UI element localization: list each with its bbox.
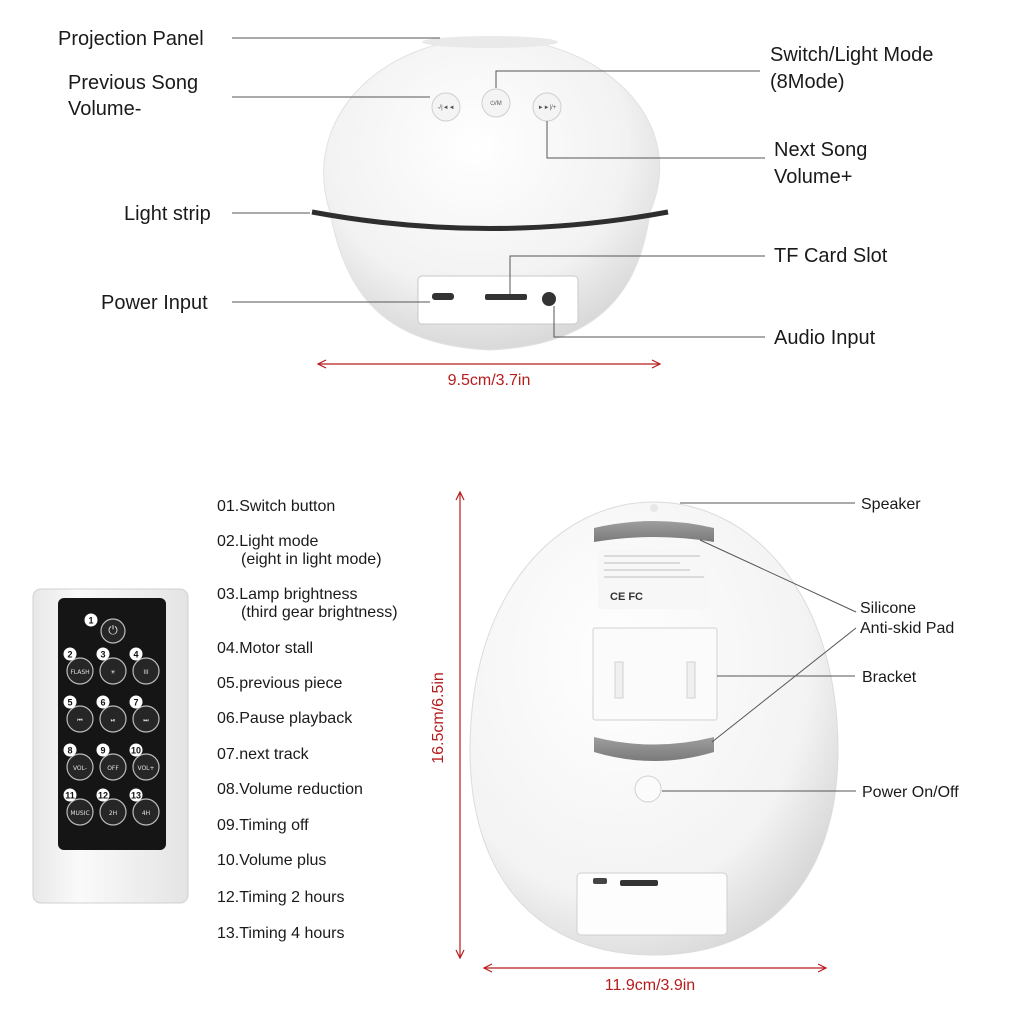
remote-item: 07.next track <box>217 746 309 763</box>
label-light-strip: Light strip <box>124 203 211 225</box>
top-device <box>312 36 668 350</box>
remote-key-number: 10 <box>130 745 142 756</box>
remote-key-number: 2 <box>67 649 73 660</box>
label-tf-card-slot: TF Card Slot <box>774 245 888 267</box>
tf-card-slot-port <box>485 294 527 300</box>
remote-key-glyph: ⏻ <box>108 623 118 637</box>
label-power-input: Power Input <box>101 292 208 314</box>
label-anti-skid-pad: Anti-skid Pad <box>860 620 955 637</box>
remote-key-number: 13 <box>130 790 142 801</box>
next-song-button-icon: ►►|/+ <box>537 105 557 111</box>
bottom-labels <box>860 496 959 801</box>
speaker-grille <box>650 504 658 512</box>
remote-key-number: 1 <box>88 615 94 626</box>
remote-key-number: 8 <box>67 745 73 756</box>
remote-item: 03.Lamp brightness <box>217 586 358 603</box>
remote-key-glyph: ⏮ <box>77 717 83 724</box>
remote-item: 04.Motor stall <box>217 640 314 657</box>
bracket <box>593 628 717 720</box>
bottom-tf-slot <box>620 880 658 886</box>
remote-key-number: 4 <box>133 649 139 660</box>
top-width-dimension-text: 9.5cm/3.7in <box>447 372 531 389</box>
remote-key-glyph: VOL+ <box>137 765 155 772</box>
remote-key-glyph: III <box>143 669 149 676</box>
remote-key-glyph: ☀ <box>110 669 116 676</box>
remote-key-glyph: 4H <box>141 810 151 817</box>
label-projection-panel: Projection Panel <box>58 28 204 50</box>
previous-song-button-icon: -/|◄◄ <box>437 105 455 111</box>
audio-input-port <box>542 292 556 306</box>
height-dimension <box>430 492 464 958</box>
label-switch-light-mode: Switch/Light Mode <box>770 44 934 66</box>
remote-item-note: (eight in light mode) <box>241 551 382 568</box>
label-speaker: Speaker <box>861 496 921 513</box>
remote-control <box>33 589 188 903</box>
label-next-song: Next Song <box>774 139 868 161</box>
remote-key-glyph: OFF <box>107 765 119 772</box>
remote-key-glyph: FLASH <box>70 669 90 676</box>
label-power-onoff: Power On/Off <box>862 784 959 801</box>
remote-item: 08.Volume reduction <box>217 781 363 798</box>
remote-key-glyph: 2H <box>108 810 118 817</box>
bottom-device <box>470 502 838 955</box>
remote-key-glyph: MUSIC <box>70 810 90 817</box>
bracket-slot-right <box>687 662 695 698</box>
remote-key-number: 5 <box>67 697 73 708</box>
switch-mode-button-icon: ⏻/M <box>490 101 502 107</box>
remote-key-number: 3 <box>100 649 106 660</box>
cert-marks: CE FC <box>610 591 643 603</box>
label-volume-minus: Volume- <box>68 98 142 120</box>
remote-item: 10.Volume plus <box>217 852 327 869</box>
remote-key-number: 12 <box>97 790 109 801</box>
power-input-port <box>432 293 454 300</box>
label-8mode: (8Mode) <box>770 71 845 93</box>
remote-item-note: (third gear brightness) <box>241 604 398 621</box>
remote-key-glyph: ⏯ <box>110 717 116 724</box>
label-bracket: Bracket <box>862 669 917 686</box>
label-previous-song: Previous Song <box>68 72 199 94</box>
bottom-usb-port <box>593 878 607 884</box>
remote-item: 05.previous piece <box>217 675 343 692</box>
remote-key-number: 9 <box>100 745 106 756</box>
remote-item: 06.Pause playback <box>217 710 353 727</box>
remote-item: 01.Switch button <box>217 498 336 515</box>
remote-key-number: 6 <box>100 697 106 708</box>
width-dimension-text: 11.9cm/3.9in <box>604 977 696 994</box>
width-dimension <box>484 964 826 994</box>
projection-panel-edge <box>422 36 558 48</box>
remote-item: 09.Timing off <box>217 817 309 834</box>
remote-item: 13.Timing 4 hours <box>217 925 345 942</box>
bracket-slot-left <box>615 662 623 698</box>
remote-key-glyph: ⏭ <box>143 717 149 724</box>
remote-key-number: 7 <box>133 697 139 708</box>
remote-item: 02.Light mode <box>217 533 319 550</box>
remote-key-glyph: VOL- <box>72 765 88 772</box>
remote-item: 12.Timing 2 hours <box>217 889 345 906</box>
label-silicone: Silicone <box>860 600 917 617</box>
label-audio-input: Audio Input <box>774 327 876 349</box>
label-volume-plus: Volume+ <box>774 166 853 188</box>
top-buttons <box>432 89 561 121</box>
top-width-dimension <box>318 360 660 389</box>
remote-function-list <box>217 498 398 942</box>
height-dimension-text: 16.5cm/6.5in <box>430 672 447 764</box>
power-onoff-button[interactable] <box>635 776 661 802</box>
remote-key-number: 11 <box>65 790 75 801</box>
